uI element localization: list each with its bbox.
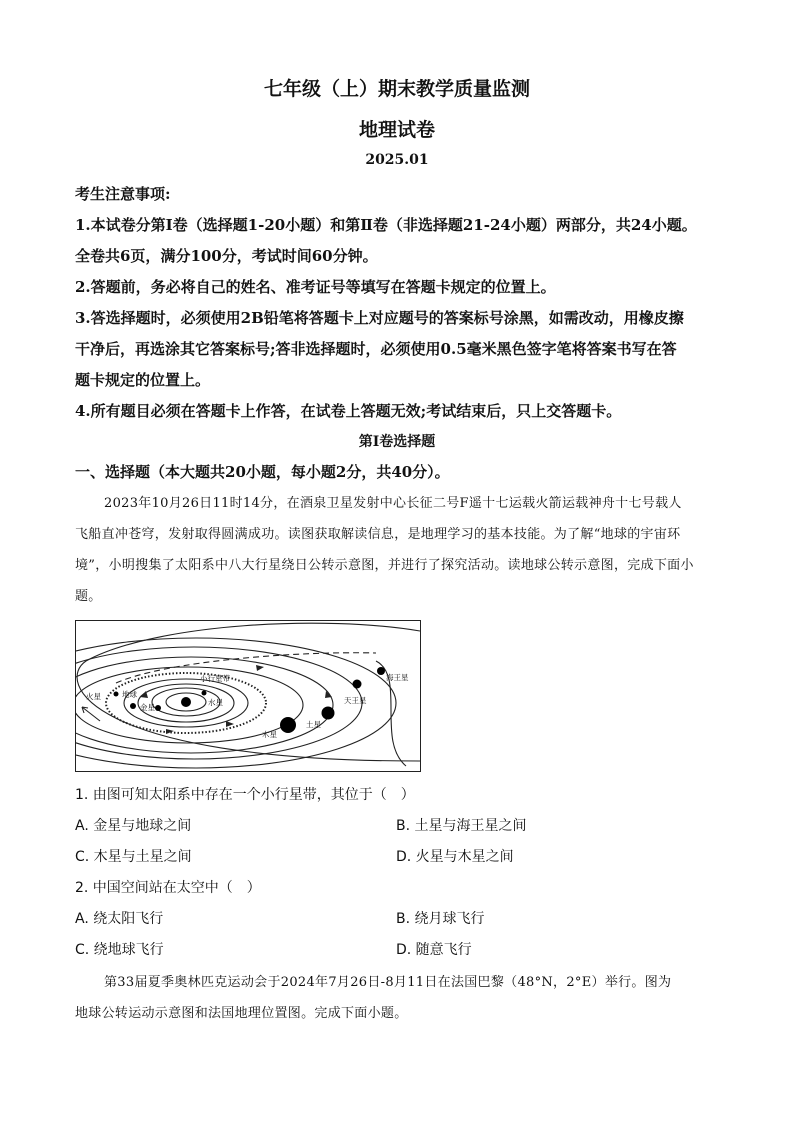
- label-mars: 火星: [86, 692, 101, 701]
- option-a: A. 绕太阳飞行: [75, 911, 164, 927]
- notice-line: 全卷共6页，满分100分，考试时间60分钟。: [75, 247, 378, 265]
- label-earth: 地球: [122, 690, 137, 699]
- notice-line: 题卡规定的位置上。: [75, 371, 211, 389]
- notice-line: 3.答选择题时，必须使用2B铅笔将答题卡上对应题号的答案标号涂黑，如需改动，用橡皮擦: [75, 309, 684, 327]
- orbit-diagram-svg: [76, 621, 420, 771]
- uranus-icon: [353, 680, 362, 689]
- page-title: 七年级（上）期末教学质量监测: [263, 78, 530, 100]
- label-mercury: 水星: [208, 698, 223, 707]
- exam-date: 2025.01: [365, 152, 429, 168]
- notice-line: 2.答题前，务必将自己的姓名、准考证号等填写在答题卡规定的位置上。: [75, 278, 556, 296]
- option-b: B. 土星与海王星之间: [396, 818, 527, 834]
- option-d: D. 火星与木星之间: [396, 849, 514, 865]
- label-jupiter: 木星: [262, 730, 277, 739]
- option-c: C. 木星与土星之间: [75, 849, 192, 865]
- label-neptune: 海王星: [386, 673, 409, 682]
- question-stem: 1. 由图可知太阳系中存在一个小行星带，其位于（ ）: [75, 787, 415, 803]
- mercury-icon: [202, 691, 207, 696]
- neptune-icon: [377, 667, 385, 675]
- passage-line: 境”，小明搜集了太阳系中八大行星绕日公转示意图，并进行了探究活动。读地球公转示意图，完成下面小: [75, 558, 694, 573]
- label-venus: 金星: [140, 703, 155, 712]
- sun-icon: [181, 697, 191, 707]
- notice-line: 干净后，再选涂其它答案标号;答非选择题时，必须使用0.5毫米黑色签字笔将答案书写在答: [75, 340, 677, 358]
- option-d: D. 随意飞行: [396, 942, 472, 958]
- option-c: C. 绕地球飞行: [75, 942, 164, 958]
- notice-line: 1.本试卷分第Ⅰ卷（选择题1-20小题）和第Ⅱ卷（非选择题21-24小题）两部分，共24小题。: [75, 216, 697, 234]
- solar-system-diagram: [75, 620, 421, 772]
- notice-line: 4.所有题目必须在答题卡上作答，在试卷上答题无效;考试结束后，只上交答题卡。: [75, 402, 622, 420]
- section-heading: 一、选择题（本大题共20小题，每小题2分，共40分）。: [75, 463, 450, 481]
- jupiter-icon: [280, 717, 296, 733]
- passage-line: 题。: [75, 589, 102, 604]
- section-title: 第Ⅰ卷选择题: [358, 434, 436, 450]
- mars-icon: [114, 692, 119, 697]
- label-saturn: 土星: [306, 720, 321, 729]
- option-b: B. 绕月球飞行: [396, 911, 485, 927]
- option-a: A. 金星与地球之间: [75, 818, 192, 834]
- passage-line: 飞船直冲苍穹，发射取得圆满成功。读图获取解读信息，是地理学习的基本技能。为了解“地球的宇宙环: [75, 527, 681, 542]
- question-stem: 2. 中国空间站在太空中（ ）: [75, 880, 261, 896]
- passage-line: 第33届夏季奥林匹克运动会于2024年7月26日-8月11日在法国巴黎（48°N，2°E）举行。图为: [104, 975, 672, 990]
- passage-line: 2023年10月26日11时14分，在酒泉卫星发射中心长征二号F遥十七运载火箭运载神舟十七号载人: [104, 496, 682, 511]
- page-subtitle: 地理试卷: [358, 119, 435, 141]
- label-asteroid: 小行星带: [200, 674, 230, 683]
- passage-line: 地球公转运动示意图和法国地理位置图。完成下面小题。: [75, 1006, 408, 1021]
- notice-heading: 考生注意事项:: [75, 185, 171, 203]
- saturn-icon: [322, 707, 335, 720]
- earth-icon: [130, 703, 136, 709]
- venus-icon: [155, 705, 161, 711]
- label-uranus: 天王星: [344, 696, 367, 705]
